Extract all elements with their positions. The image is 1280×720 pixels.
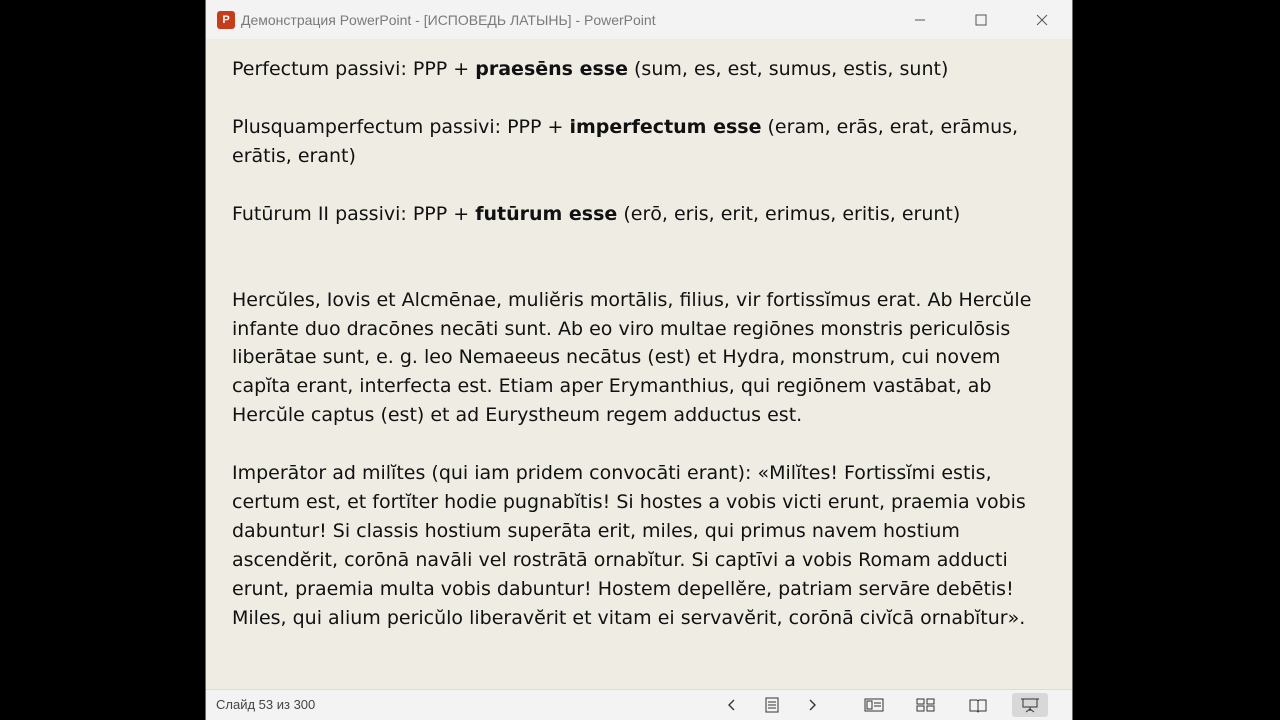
close-button[interactable] [1011,0,1072,39]
grid-view-icon [916,697,936,713]
minimize-button[interactable] [889,0,950,39]
slide-menu-button[interactable] [754,693,790,717]
line-text: Futūrum II passivi: PPP + [232,202,476,225]
maximize-icon [975,14,987,26]
line-text: (sum, es, est, sumus, estis, sunt) [627,58,949,80]
slide-area[interactable] [206,39,1072,689]
book-icon [968,697,988,713]
line-text: Perfectum passivi: PPP + [232,58,476,80]
next-slide-button[interactable] [794,693,830,717]
perfectum-line [232,55,1062,84]
chevron-right-icon [805,698,819,712]
slide-sorter-button[interactable] [908,693,944,717]
presentation-icon [1020,697,1040,713]
title-bar[interactable] [206,0,1072,39]
line-text: Plusquamperfectum passivi: PPP + [232,115,570,138]
powerpoint-app-icon: P [217,11,235,29]
normal-view-button[interactable] [856,693,892,717]
hercules-paragraph: Hercŭles, Iovis et Alcmēnae, muliĕris mortālis, filius, vir fortissĭmus erat. Ab Hercŭle infante duo dracōnes necāti sunt. Ab eo viro multae regiōnes monstris periculōsis liberātae sunt, e. g. leo Nemaeeus necātus (est) et Hydra, monstrum, cui novem capĭta erant, interfecta est. Etiam aper Erymanthius, qui regiōnem vastābat, ab Hercŭle captus (est) et ad Eurystheum regem adductus est. [232,288,1032,427]
imperator-paragraph: Imperātor ad milĭtes (qui iam pridem convocāti erant): «Milĭtes! Fortissĭmi estis, certum est, et fortĭter hodie pugnabĭtis! Si hostes a vobis victi erunt, praemia vobis dabuntur! Si classis hostium superāta erit, miles, qui primus navem hostium ascendĕrit, corōnā navāli vel rostrātā ornabĭtur. Si captīvi a vobis Romam adducti erunt, praemia multa vobis dabuntur! Hostem depellĕre, patriam servāre debētis! Miles, qui alium pericŭlo liberavĕrit et vitam ei servavĕrit, corōnā civĭcā ornabĭtur». [232,462,1026,629]
plusquamperfectum-line [232,113,1062,171]
slide-show-button[interactable] [1012,693,1048,717]
powerpoint-window [205,0,1073,720]
line-bold-text: imperfectum esse [569,115,762,138]
line-text: (eram, erās, erat, erāmus, erātis, erant) [232,115,1019,167]
line-text: (erō, eris, erit, erimus, eritis, erunt) [617,202,961,225]
menu-list-icon [764,697,780,713]
futurum-line [232,200,1062,229]
line-bold-text: praesēns esse [475,58,628,80]
window-controls [889,0,1072,39]
minimize-icon [914,14,926,26]
line-bold-text: futūrum esse [475,202,618,225]
maximize-button[interactable] [950,0,1011,39]
status-bar [206,689,1072,720]
chevron-left-icon [725,698,739,712]
close-icon [1036,14,1048,26]
normal-view-icon [864,697,884,713]
slide-counter: Слайд 53 из 300 [216,697,316,712]
reading-view-button[interactable] [960,693,996,717]
slide-text [232,55,1062,633]
window-title: Демонстрация PowerPoint - [ИСПОВЕДЬ ЛАТЫНЬ] - PowerPoint [241,11,656,28]
previous-slide-button[interactable] [714,693,750,717]
